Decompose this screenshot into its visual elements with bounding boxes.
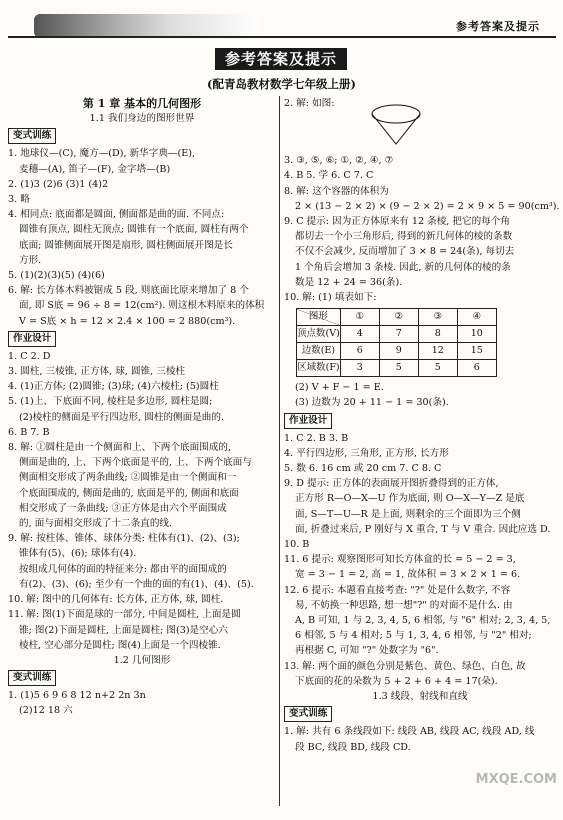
answer-line: 再根据 C, 可知 "?" 处数字为 "6". bbox=[295, 645, 439, 657]
table-row bbox=[297, 343, 497, 360]
answer-line: 13. 解: 两个面的颜色分别是紫色、黄色、绿色、白色, 故 bbox=[284, 660, 526, 672]
answer-line: 的, 面与面相交形成了十二条直的线. bbox=[19, 518, 173, 530]
answer-line: 4. B 5. 学 6. C 7. C bbox=[284, 170, 374, 182]
decorative-banner-image bbox=[34, 14, 259, 38]
table-cell: 9 bbox=[379, 343, 418, 360]
table-cell: 边数(E) bbox=[297, 343, 341, 360]
answer-line: 12. 6 提示: 本题看直接考查: "?" 处是什么数字, 不容 bbox=[284, 584, 511, 596]
answer-line: 棱柱, 空心部分是圆柱; 图(4)上面是一个四棱锥. bbox=[19, 639, 221, 651]
page-title: 参考答案及提示 bbox=[215, 48, 347, 70]
answer-line: 5. (1)上、下底面不同, 棱柱是多边形, 圆柱是圆; bbox=[8, 396, 213, 408]
section-label bbox=[284, 411, 556, 431]
answer-line: V = S底 × h = 12 × 2.4 × 100 = 2 880(cm³). bbox=[19, 315, 236, 327]
section-label bbox=[8, 668, 276, 688]
answer-line: 6. 解: 长方体木料被锯成 5 段, 则底面比原来增加了 8 个 bbox=[8, 285, 249, 297]
answer-line: (2)棱柱的侧面是平行四边形, 圆柱的侧面是曲的. bbox=[19, 411, 225, 423]
answer-line: 2. (1)3 (2)6 (3)1 (4)2 bbox=[8, 178, 109, 190]
left-column bbox=[8, 96, 276, 719]
answer-line: 按组成几何体的面的特征来分: 都由平的面围成的 bbox=[19, 563, 227, 575]
answer-line: 面, S—T—U—R 是上面, 则剩余的三个面即为三个侧 bbox=[295, 508, 521, 520]
answer-line: 10. B bbox=[284, 539, 310, 551]
answer-line: 2. 解: 如图: bbox=[284, 98, 335, 109]
answer-line: 底面; 圆锥侧面展开图是扇形, 圆柱侧面展开图是长 bbox=[19, 239, 233, 251]
table-cell: 15 bbox=[457, 343, 496, 360]
table-header-cell: ② bbox=[379, 309, 418, 326]
watermark: MXQE.COM bbox=[475, 772, 557, 787]
answer-line: 有(2)、(3)、(6); 至少有一个曲的面的有(1)、(4)、(5). bbox=[19, 578, 254, 590]
answer-line: 1. 地球仪—(C), 魔方—(D), 新华字典—(E), bbox=[8, 148, 196, 160]
section-label-text: 作业设计 bbox=[284, 413, 332, 429]
answer-line: 8. 解: ①圆柱是由一个侧面和上、下两个底面围成的, bbox=[8, 442, 232, 454]
table-cell: 12 bbox=[418, 343, 457, 360]
answer-line: 圆锥有顶点, 圆柱无顶点; 圆锥有一个底面, 圆柱有两个 bbox=[19, 224, 249, 236]
answer-line: 面, 即 S底 = 96 ÷ 8 = 12(cm²). 则这根木料原来的体积 bbox=[19, 300, 265, 312]
answer-line: 数是 12 + 24 = 36(条). bbox=[295, 276, 403, 288]
answer-line: 10. 解: (1) 填表如下: bbox=[284, 292, 377, 304]
table-cell: 顶点数(V) bbox=[297, 326, 341, 343]
section-heading: 1.3 线段、射线和直线 bbox=[372, 691, 468, 703]
answer-line: 6 相邻, 5 与 4 相对; 5 与 1, 3, 4, 6 相邻, 与 "2" 相对; bbox=[295, 630, 532, 642]
answer-line: 方形. bbox=[19, 254, 42, 266]
answer-line: 正方形 R—O—X—U 作为底面, 则 O—X—Y—Z 是底 bbox=[295, 493, 525, 505]
answer-line: 锥; 图(2)下面是圆柱, 上面是圆柱; 图(3)是空心六 bbox=[19, 624, 228, 636]
answer-line: 9. D 提示: 正方体的表面展开图折叠得到的正方体, bbox=[284, 478, 499, 490]
column-divider bbox=[279, 96, 280, 806]
cone-figure bbox=[368, 96, 424, 153]
section-label bbox=[8, 126, 276, 146]
answer-line: 1. 解: 共有 6 条线段如下: 线段 AB, 线段 AC, 线段 AD, 线 bbox=[284, 726, 535, 738]
answer-line: 2 × (13 − 2 × 2) × (9 − 2 × 2) = 2 × 9 × 5 = 90(cm³). bbox=[295, 200, 560, 212]
table-cell: 5 bbox=[418, 360, 457, 377]
section-heading: 第 1 章 基本的几何图形 bbox=[82, 97, 202, 110]
section-label-text: 变式训练 bbox=[8, 128, 56, 144]
section-heading: 1.1 我们身边的图形世界 bbox=[89, 113, 195, 125]
answer-line: 11. 6 提示: 观察图形可知长方体盒的长 = 5 − 2 = 3, bbox=[284, 554, 516, 566]
table-cell: 6 bbox=[457, 360, 496, 377]
answer-line: 5. (1)(2)(3)(5) (4)(6) bbox=[8, 270, 105, 282]
answer-line: 4. 平行四边形, 三角形, 正方形, 长方形 bbox=[284, 447, 449, 459]
answer-line: 1 个角后会增加 3 条棱. 因此, 新的几何体的棱的条 bbox=[295, 261, 511, 273]
header-right-text: 参考答案及提示 bbox=[456, 20, 540, 33]
answer-line: 9. C 提示: 因为正方体原来有 12 条棱, 把它的每个角 bbox=[284, 216, 510, 228]
table-header-cell: ④ bbox=[457, 309, 496, 326]
answer-line: 1. C 2. D bbox=[8, 350, 51, 362]
answer-line: 1. C 2. B 3. B bbox=[284, 432, 349, 444]
answer-line: 宽 = 3 − 1 = 2, 高 = 1, 故体积 = 3 × 2 × 1 = 6. bbox=[295, 569, 521, 581]
answer-line: 面, 折叠过来后, P 刚好与 X 重合, T 与 V 重合. 因此应选 D. bbox=[295, 523, 551, 535]
answer-line: 下底面的花的朵数为 5 + 2 + 6 + 4 = 17(朵). bbox=[295, 675, 498, 687]
answer-line: 10. 解: 图中的几何体有: 长方体, 正方体, 球, 圆柱. bbox=[8, 594, 224, 606]
table-cell: 5 bbox=[379, 360, 418, 377]
answer-line: 6. B 7. B bbox=[8, 426, 50, 438]
cone-answer-row bbox=[284, 96, 556, 153]
page-header-bar bbox=[8, 6, 556, 36]
table-cell: 10 bbox=[457, 326, 496, 343]
right-lines-a bbox=[284, 153, 560, 305]
header-rule bbox=[8, 36, 556, 38]
answer-line: 9. 解: 按柱体、锥体、球体分类: 柱体有(1)、(2)、(3); bbox=[8, 533, 240, 545]
section-label-text: 变式训练 bbox=[8, 670, 56, 686]
answer-line: 都切去一个小三角形后, 得到的新几何体的棱的条数 bbox=[295, 231, 513, 243]
answer-line: A, B 可知, 1 与 2, 3, 4, 5, 6 相邻, 与 "6" 相对; 2, 3, 4, 5, bbox=[295, 615, 551, 627]
answer-line: (3) 边数为 20 + 11 − 1 = 30(条). bbox=[295, 397, 449, 409]
answer-line: (2)12 18 六 bbox=[19, 705, 73, 717]
answer-line: 1. (1)5 6 9 6 8 12 n+2 2n 3n bbox=[8, 690, 146, 702]
answer-line: 3. 圆柱, 三棱锥, 正方体, 球, 圆锥, 三棱柱 bbox=[8, 366, 186, 378]
table-header-cell: ① bbox=[340, 309, 379, 326]
answer-line: 5. 数 6. 16 cm 或 20 cm 7. C 8. C bbox=[284, 463, 442, 475]
answer-line: 4. (1)正方体; (2)圆锥; (3)球; (4)六棱柱; (5)圆柱 bbox=[8, 381, 219, 393]
answer-line: 4. 相同点: 底面都是圆面, 侧面都是曲的面. 不同点: bbox=[8, 209, 225, 221]
answer-line: 8. 解: 这个容器的体积为 bbox=[284, 185, 389, 197]
section-label bbox=[8, 329, 276, 349]
answer-line: 侧面相交形成了两条曲线; ②圆锥是由一个侧面和一 bbox=[19, 472, 237, 484]
answer-line: 3. 略 bbox=[8, 194, 30, 206]
table-header-cell: ③ bbox=[418, 309, 457, 326]
right-lines-b bbox=[284, 380, 556, 754]
answer-line: 侧面是曲的, 上、下两个底面是平的, 上、下两个底面与 bbox=[19, 457, 252, 469]
section-label bbox=[284, 704, 556, 724]
table-header-cell: 图形 bbox=[297, 309, 341, 326]
table-cell: 3 bbox=[340, 360, 379, 377]
answer-line: 易, 不妨换一种思路, 想一想"?" 的对面不是什么. 由 bbox=[295, 599, 513, 611]
table-cell: 区域数(F) bbox=[297, 360, 341, 377]
table-cell: 4 bbox=[340, 326, 379, 343]
answer-line: 不仅不会减少, 反而增加了 3 × 8 = 24(条), 每切去 bbox=[295, 246, 515, 258]
answer-line: 锥体有(5)、(6); 球体有(4). bbox=[19, 548, 137, 560]
right-column bbox=[284, 96, 560, 755]
section-heading: 1.2 几何图形 bbox=[113, 654, 171, 666]
table-cell: 7 bbox=[379, 326, 418, 343]
answer-line: 3. ③, ⑤, ⑥; ①, ②, ④, ⑦ bbox=[284, 155, 394, 167]
answer-line: 麦穗—(A), 笛子—(F), 金字塔—(B) bbox=[19, 163, 171, 175]
table-cell: 8 bbox=[418, 326, 457, 343]
page-subtitle: (配青岛教材数学七年级上册) bbox=[207, 77, 356, 91]
table-row bbox=[297, 326, 497, 343]
polyhedron-table bbox=[296, 308, 497, 377]
answer-line: (2) V + F − 1 = E. bbox=[295, 382, 384, 394]
answer-line: 个底面围成的, 侧面是曲的, 底面是平的, 侧面和底面 bbox=[19, 487, 239, 499]
table-cell: 6 bbox=[340, 343, 379, 360]
answer-line: 相交形成了一条曲线; ③正方体是由六个平面围成 bbox=[19, 502, 227, 514]
section-label-text: 变式训练 bbox=[284, 706, 332, 722]
section-label-text: 作业设计 bbox=[8, 331, 56, 347]
answer-line: 11. 解: 图(1)下面是球的一部分, 中间是圆柱, 上面是圆 bbox=[8, 609, 241, 621]
table-row bbox=[297, 360, 497, 377]
answer-line: 段 BC, 线段 BD, 线段 CD. bbox=[295, 741, 411, 753]
